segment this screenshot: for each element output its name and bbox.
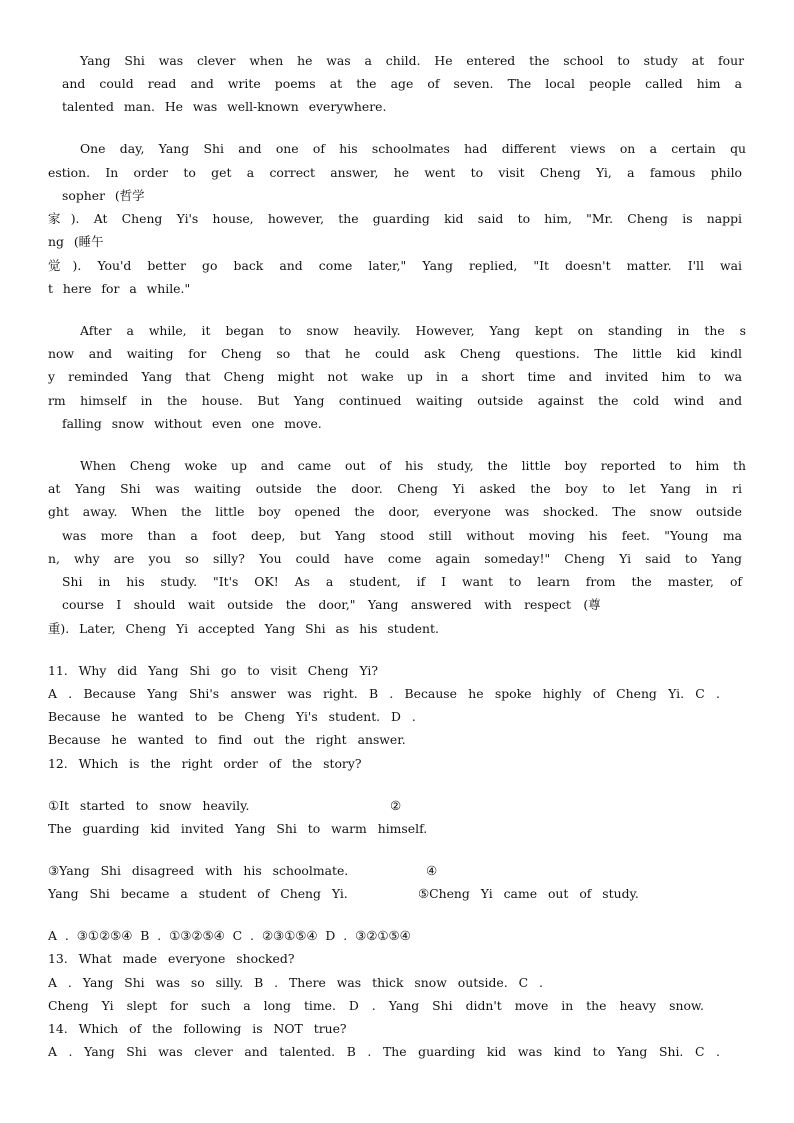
answer-options: A . Yang Shi was so silly. B . There was thick snow outside. C .	[48, 975, 543, 990]
text-line: and could read and write poems at the age of seven. The local people called him a	[62, 76, 742, 91]
text-line: n, why are you so silly? You could have come again someday!" Cheng Yi said to Yang	[48, 551, 742, 566]
story-event-number: ④	[426, 863, 438, 878]
text-line: 重). Later, Cheng Yi accepted Yang Shi as his student.	[48, 621, 439, 636]
text-line: After a while, it began to snow heavily. However, Yang kept on standing in the s	[80, 323, 746, 338]
text-line: One day, Yang Shi and one of his schoolmates had different views on a certain qu	[80, 141, 746, 156]
text-line: When Cheng woke up and came out of his study, the little boy reported to him th	[80, 458, 746, 473]
text-line: falling snow without even one move.	[62, 416, 322, 431]
text-line: 觉). You'd better go back and come later," Yang replied, "It doesn't matter. I'll wai	[48, 258, 742, 273]
answer-options: A . Yang Shi was clever and talented. B . The guarding kid was kind to Yang Shi. C .	[48, 1044, 720, 1059]
text-line: Yang Shi was clever when he was a child. He entered the school to study at four	[80, 53, 744, 68]
question-stem: 12. Which is the right order of the story?	[48, 756, 362, 771]
text-line: ght away. When the little boy opened the door, everyone was shocked. The snow outside	[48, 504, 742, 519]
answer-options: A . ③①②⑤④ B . ①③②⑤④ C . ②③①⑤④ D . ③②①⑤④	[48, 928, 411, 943]
question-stem: 11. Why did Yang Shi go to visit Cheng Yi?	[48, 663, 379, 678]
answer-options: Cheng Yi slept for such a long time. D . Yang Shi didn't move in the heavy snow.	[48, 998, 704, 1013]
story-event: ⑤Cheng Yi came out of study.	[418, 886, 639, 901]
question-stem: 13. What made everyone shocked?	[48, 951, 295, 966]
text-line: ng (睡午	[48, 234, 104, 249]
story-event: ①It started to snow heavily.	[48, 798, 250, 813]
text-line: at Yang Shi was waiting outside the door. Cheng Yi asked the boy to let Yang in ri	[48, 481, 742, 496]
text-line: y reminded Yang that Cheng might not wake up in a short time and invited him to wa	[48, 369, 742, 384]
answer-options: Because he wanted to be Cheng Yi's student. D .	[48, 709, 416, 724]
question-stem: 14. Which of the following is NOT true?	[48, 1021, 347, 1036]
answer-options: Because he wanted to find out the right answer.	[48, 732, 406, 747]
story-event: The guarding kid invited Yang Shi to warm himself.	[48, 821, 428, 836]
text-line: talented man. He was well-known everywhere.	[62, 99, 387, 114]
text-line: 家). At Cheng Yi's house, however, the guarding kid said to him, "Mr. Cheng is nappi	[48, 211, 742, 226]
story-event-number: ②	[390, 798, 402, 813]
text-line: now and waiting for Cheng so that he could ask Cheng questions. The little kid kindl	[48, 346, 742, 361]
text-line: estion. In order to get a correct answer, he went to visit Cheng Yi, a famous philo	[48, 165, 742, 180]
story-event: ③Yang Shi disagreed with his schoolmate.	[48, 863, 349, 878]
answer-options: A . Because Yang Shi's answer was right. B . Because he spoke highly of Cheng Yi. C .	[48, 686, 720, 701]
text-line: sopher (哲学	[62, 188, 145, 203]
text-line: was more than a foot deep, but Yang stood still without moving his feet. "Young ma	[62, 528, 742, 543]
text-line: t here for a while."	[48, 281, 191, 296]
text-line: rm himself in the house. But Yang continued waiting outside against the cold wind and	[48, 393, 742, 408]
text-line: Shi in his study. "It's OK! As a student, if I want to learn from the master, of	[62, 574, 742, 589]
text-line: course I should wait outside the door," Yang answered with respect (尊	[62, 597, 601, 612]
story-event: Yang Shi became a student of Cheng Yi.	[48, 886, 348, 901]
